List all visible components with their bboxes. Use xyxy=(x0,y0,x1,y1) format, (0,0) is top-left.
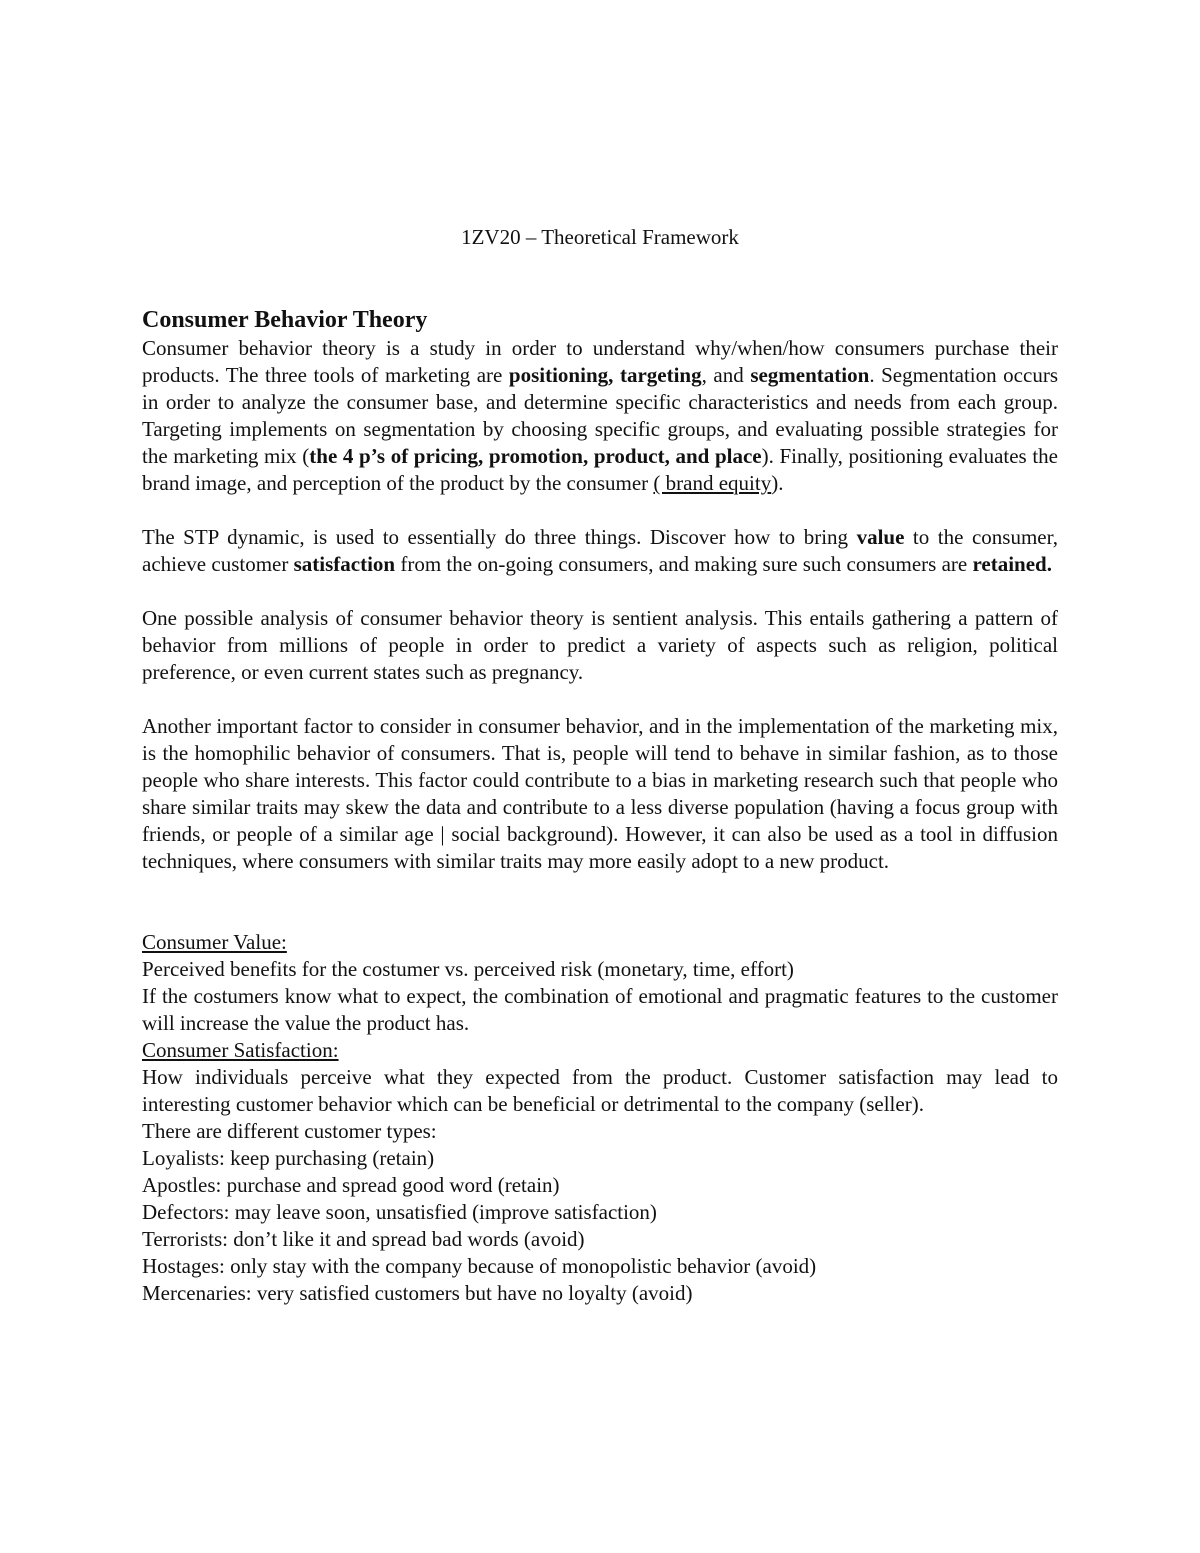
bold-run: retained. xyxy=(972,552,1052,576)
paragraph-stp-dynamic xyxy=(142,524,1058,578)
customer-type-item: Apostles: purchase and spread good word (retain) xyxy=(142,1173,560,1197)
bold-run: value xyxy=(856,525,905,549)
customer-type-item: Terrorists: don’t like it and spread bad words (avoid) xyxy=(142,1227,585,1251)
text-run: Consumer behavior theory is a study in order to understand why/when/how consumers purchase their products. The three tools of marketing are xyxy=(142,336,1058,387)
customer-type-item: Defectors: may leave soon, unsatisfied (improve satisfaction) xyxy=(142,1200,657,1224)
consumer-value-heading: Consumer Value: xyxy=(142,930,287,954)
paragraph-sentient-analysis: One possible analysis of consumer behavior theory is sentient analysis. This entails gathering a pattern of behavior from millions of people in order to predict a variety of aspects such as religion, political preference, or even current states such as pregnancy. xyxy=(142,606,1058,684)
consumer-satisfaction-heading: Consumer Satisfaction: xyxy=(142,1038,339,1062)
text-run: ). xyxy=(771,471,784,495)
consumer-satisfaction-line: How individuals perceive what they expected from the product. Customer satisfaction may lead to interesting customer behavior which can be beneficial or detrimental to the company (seller). xyxy=(142,1065,1058,1116)
spacer xyxy=(142,578,1058,605)
customer-type-item: Hostages: only stay with the company because of monopolistic behavior (avoid) xyxy=(142,1254,817,1278)
underlined-run: ( brand equity xyxy=(653,471,772,495)
text-run: from the on-going consumers, and making sure such consumers are xyxy=(395,552,973,576)
consumer-satisfaction-line: There are different customer types: xyxy=(142,1119,437,1143)
bold-run: satisfaction xyxy=(293,552,396,576)
spacer xyxy=(142,497,1058,524)
consumer-value-line: If the costumers know what to expect, the combination of emotional and pragmatic features to the customer will increase the value the product has. xyxy=(142,984,1058,1035)
section-heading: Consumer Behavior Theory xyxy=(142,307,428,333)
document-body xyxy=(142,306,1058,1307)
text-run: ). Finally, positioning evaluates the brand image, and perception of the product by the consumer xyxy=(142,444,1058,495)
text-run: to the consumer, achieve customer xyxy=(142,525,1059,576)
text-run: . Segmentation occurs in order to analyze the consumer base, and determine specific characteristics and needs from each group. Targeting implements on segmentation by choosing specific groups, and evaluating possible strategies for the marketing mix ( xyxy=(142,363,1058,468)
consumer-value-line: Perceived benefits for the costumer vs. perceived risk (monetary, time, effort) xyxy=(142,957,794,981)
customer-type-item: Mercenaries: very satisfied customers but have no loyalty (avoid) xyxy=(142,1281,693,1305)
text-run: , and xyxy=(701,363,751,387)
bold-run: positioning, targeting xyxy=(508,363,702,387)
paragraph-stp-tools xyxy=(142,335,1058,497)
spacer xyxy=(142,875,1058,929)
document-title: 1ZV20 – Theoretical Framework xyxy=(461,225,739,249)
customer-type-item: Loyalists: keep purchasing (retain) xyxy=(142,1146,435,1170)
text-run: The STP dynamic, is used to essentially do three things. Discover how to bring xyxy=(142,525,857,549)
bold-run: segmentation xyxy=(750,363,870,387)
bold-run: the 4 p’s of pricing, promotion, product, and place xyxy=(309,444,762,468)
spacer xyxy=(142,686,1058,713)
paragraph-homophilic-behavior: Another important factor to consider in consumer behavior, and in the implementation of the marketing mix, is the homophilic behavior of consumers. That is, people will tend to behave in similar fashion, as to those people who share interests. This factor could contribute to a bias in marketing research such that people who share similar traits may skew the data and contribute to a less diverse population (having a focus group with friends, or people of a similar age | social background). However, it can also be used as a tool in diffusion techniques, where consumers with similar traits may more easily adopt to a new product. xyxy=(142,714,1058,873)
